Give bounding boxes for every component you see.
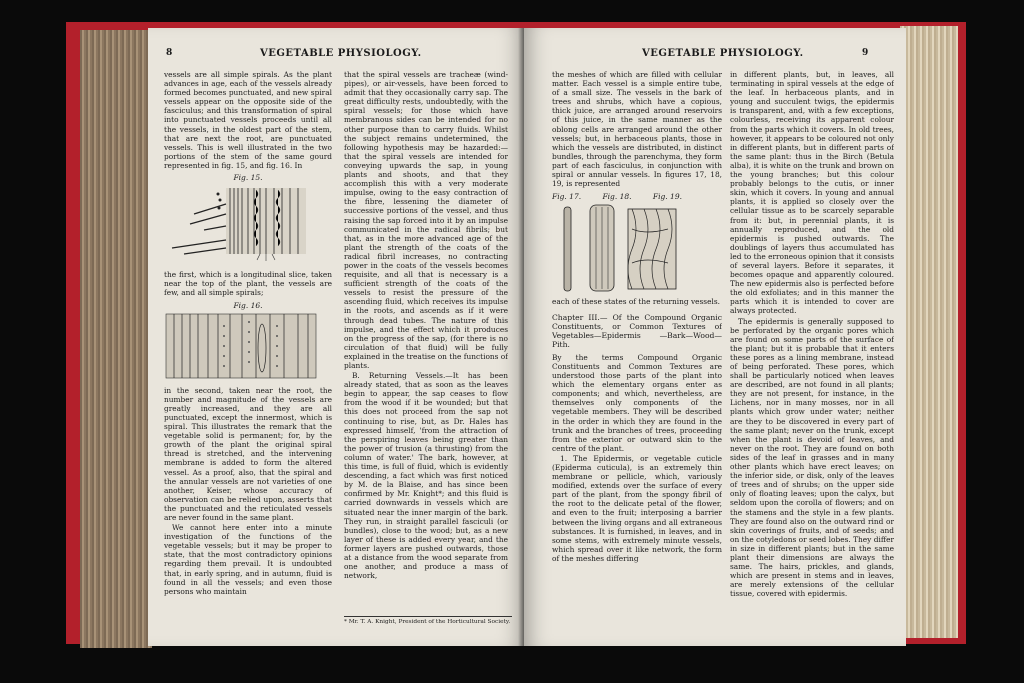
- paragraph: B. Returning Vessels.—It has been already stated, that as soon as the leaves begin to appear, the sap ceases to flow from the wood if it be wounded; but that this does not proceed from the sap not continuing to rise, but, as Dr. Hales has expressed himself, 'from the attraction of the perspiring leaves being greater than the power of trusion (a thrusting) from the column of water.' The bark, however, at this time, is full of fluid, which is evidently descending, a fact which was first noticed by M. de la Blaise, and has since been confirmed by Mr. Knight*; and this fluid is carried downwards in vessels which are situated near the inner margin of the bark. They run, in straight parallel fasciculi (or bundles), close to the wood; but, as a new layer of these is added every year, and the former layers are pushed outwards, those at a distance from the wood separate from one another, and produce a mass of network,: [344, 371, 508, 581]
- chapter-heading: Chapter III.— Of the Compound Organic Constituents, or Common Textures of Vegetables—Epidermis —Bark—Wood—Pith.: [552, 312, 722, 349]
- paragraph: in different plants, but, in leaves, all terminating in spiral vessels at the edge of the leaf. In herbaceous plants, and in young and succulent twigs, the epidermis is transparent, and, with a few exceptions, colourless, receiving its apparent colour from the parts which it covers. In old trees, however, it appears to be coloured not only in different plants, but in different parts of the same plant: thus in the Birch (Betula alba), it is white on the trunk and brown on the young branches; but this colour probably belongs to the cutis, or inner skin, which it covers. In young and annual plants, it is applied so closely over the cellular tissue as to be scarcely separable from it: but, in perennial plants, it is annually reproduced, and the old epidermis is pushed outwards. The doublings of layers thus accumulated has led to the erroneous opinion that it consists of several layers. Before it separates, it becomes opaque and apparently coloured. The new epidermis also is perfected before the old exfoliates; and in this manner the parts which it is intended to cover are always protected.: [730, 70, 894, 316]
- right-page: [524, 28, 906, 646]
- figure-label: Fig. 18.: [602, 192, 632, 202]
- figure-label: Fig. 15.: [233, 173, 263, 183]
- page-number: 8: [166, 48, 173, 58]
- figure-16-vessel-section: [164, 312, 318, 380]
- paragraph: that the spiral vessels are tracheæ (wind-pipes), or air-vessels, have been forced to admit that they occasionally carry sap. The great difficulty rests, undoubtedly, with the spiral vessels; for those which have membranous sides can be intended for no other purpose than to carry fluids. Whilst the subject remains undetermined, the following hypothesis may be hazarded:—that the spiral vessels are intended for conveying upwards the sap, in young plants and shoots, and that they accomplish this with a very moderate impulse, owing to the easy contraction of the fibre, lessening the diameter of successive portions of the vessel, and thus raising the sap forced into it by an impulse communicated in the radical fibrils; but that, as in the more advanced age of the plant the strength of the coats of the radical fibril increases, no contracting power in the coats of the vessels becomes requisite, and all that is necessary is a sufficient strength of the coats of the vessels to resist the pressure of the ascending fluid, which receives its impulse in the roots, and ascends as if it were through dead tubes. The nature of this impulse, and the effect which it produces on the progress of the sap, (for there is no circulation of that fluid) will be fully explained in the treatise on the functions of plants.: [344, 70, 508, 370]
- footnote: * Mr. T. A. Knight, President of the Horticultural Society.: [344, 616, 512, 626]
- right-column-1: [552, 70, 722, 642]
- paragraph: vessels are all simple spirals. As the plant advances in age, each of the vessels already formed becomes punctuated, and new spiral vessels appear on the opposite side of the fasciculus; and this transformation of spiral into punctuated vessels proceeds until all the vessels, in the oldest part of the stem, that are next the root, are punctuated vessels. This is well illustrated in the two portions of the stem of the same gourd represented in fig. 15, and fig. 16. In: [164, 70, 332, 170]
- paragraph: By the terms Compound Organic Constituents and Common Textures are understood those parts of the plant into which the elementary organs enter as components; and which, nevertheless, are themselves only components of the vegetable members. They will be described in the order in which they are found in the trunk and the branches of trees, proceeding from the exterior or outward skin to the centre of the plant.: [552, 352, 722, 453]
- figure-label: Fig. 16.: [233, 300, 263, 310]
- figure-15-longitudinal-slice: [164, 184, 314, 264]
- page-edges-left: [80, 30, 152, 648]
- paragraph: each of these states of the returning vessels.: [552, 297, 720, 307]
- running-head: VEGETABLE PHYSIOLOGY.: [642, 48, 804, 59]
- left-page: [148, 28, 524, 646]
- paragraph: the first, which is a longitudinal slice, taken near the top of the plant, the vessels are few, and all simple spirals;: [164, 270, 332, 298]
- paragraph: We cannot here enter into a minute investigation of the functions of the vegetable vessels; but it may be proper to state, that the most contradictory opinions regarding them prevail. It is undoubted that, in early spring, and in autumn, fluid is found in all the vessels; and even those persons who maintain: [164, 523, 332, 596]
- left-column-1: [164, 70, 332, 642]
- figures-17-18-19-returning-vessels: [552, 203, 712, 295]
- left-column-2: [344, 70, 508, 614]
- figure-label: Fig. 19.: [652, 192, 682, 202]
- paragraph: in the second, taken near the root, the number and magnitude of the vessels are greatly increased, and they are all punctuated, except the innermost, which is spiral. This illustrates the remark that the vegetable solid is permanent; for, by the growth of the plant the original spiral thread is stretched, and the intervening membrane is added to form the altered vessel. As a proof, also, that the spiral and the annular vessels are not varieties of one another, Keiser, whose accuracy of observation can be relied upon, asserts that the punctuated and the reticulated vessels are never found in the same plant.: [164, 385, 332, 522]
- running-head: VEGETABLE PHYSIOLOGY.: [260, 48, 422, 59]
- figure-label: Fig. 17.: [552, 192, 582, 202]
- right-column-2: [730, 70, 894, 642]
- paragraph: 1. The Epidermis, or vegetable cuticle (Epiderma cuticula), is an extremely thin membrane or pellicle, which, variously modified, extends over the surface of every part of the plant, from the spongy fibril of the root to the delicate petal of the flower, and even to the fruit; interposing a barrier between the living organs and all extraneous substances. It is furnished, in leaves, and in some stems, with extremely minute vessels, which spread over it like network, the form of the meshes differing: [552, 453, 722, 563]
- page-edges-right: [900, 26, 958, 638]
- figure-labels-row: [552, 192, 682, 201]
- page-number: 9: [862, 48, 869, 58]
- paragraph: the meshes of which are filled with cellular matter. Each vessel is a simple entire tube, of a small size. The vessels in the bark of trees and shrubs, which have a copious, thick juice, are arranged around reservoirs of this juice, in the same manner as the oblong cells are arranged around the other vessels; but, in herbaceous plants, those in which the vessels are distributed, in distinct bundles, through the parenchyma, they form part of each fasciculus, in conjunction with spiral or annular vessels. In figures 17, 18, 19, is represented: [552, 70, 722, 189]
- paragraph: The epidermis is generally supposed to be perforated by the organic pores which are found on some parts of the surface of the plant; but it is probable that it enters these pores as a lining membrane, instead of being perforated. These pores, which shall be particularly noticed when leaves are described, are not found in all plants; they are not present, for instance, in the Lichens, nor in many mosses, nor in all plants which grow under water; neither are they to be discovered in every part of the same plant; never on the trunk, except when the plant is devoid of leaves, and never on the root. They are found on both sides of the leaf in grasses and in many other plants which have erect leaves; on the inferior side, or disk, only of the leaves of trees and of shrubs; on the upper side only of floating leaves; upon the calyx, but seldom upon the corolla of flowers; and on the stamens and the style in a few plants. They are found also on the outward rind or skin coverings of fruits, and of seeds; and on the cotyledons or seed lobes. They differ in size in different plants; but in the same plant their dimensions are always the same. The hairs, prickles, and glands, which are present in stems and in leaves, are merely extensions of the cellular tissue, covered with epidermis.: [730, 316, 894, 599]
